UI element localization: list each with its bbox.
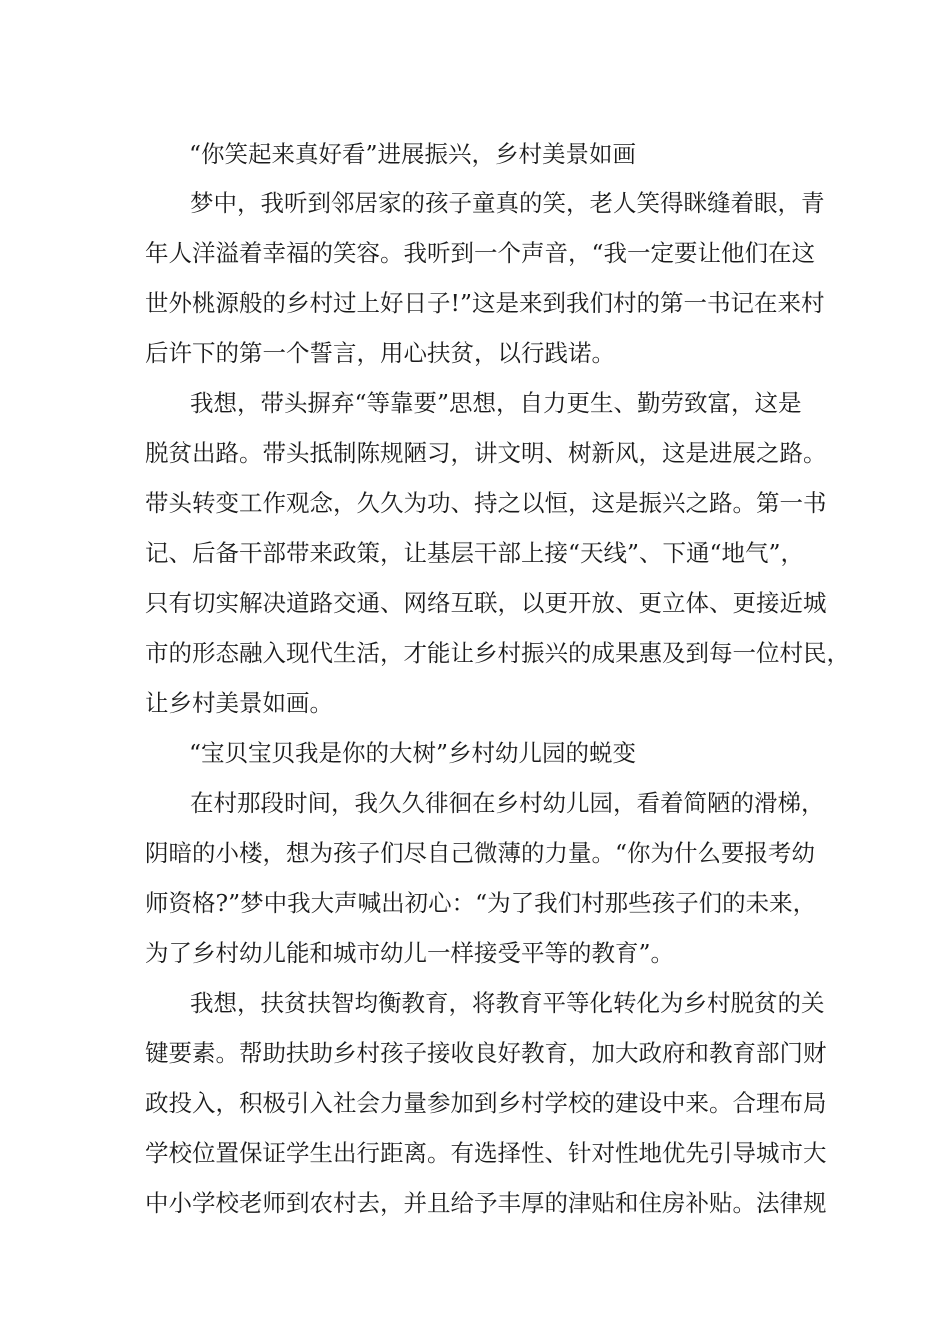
paragraph-line: 阴暗的小楼，想为孩子们尽自己微薄的力量。“你为什么要报考幼: [145, 839, 816, 867]
section-heading: “你笑起来真好看”进展振兴，乡村美景如画: [189, 140, 637, 168]
paragraph-line: 世外桃源般的乡村过上好日子!”这是来到我们村的第一书记在来村: [145, 289, 825, 317]
section-heading: “宝贝宝贝我是你的大树”乡村幼儿园的蜕变: [189, 739, 637, 767]
paragraph-line: 市的形态融入现代生活，才能让乡村振兴的成果惠及到每一位村民，: [145, 639, 850, 667]
paragraph-line: 学校位置保证学生出行距离。有选择性、针对性地优先引导城市大: [145, 1139, 827, 1167]
paragraph-line: 只有切实解决道路交通、网络互联，以更开放、更立体、更接近城: [145, 589, 827, 617]
paragraph-line: 政投入，积极引入社会力量参加到乡村学校的建设中来。合理布局: [145, 1089, 827, 1117]
paragraph-line: 中小学校老师到农村去，并且给予丰厚的津贴和住房补贴。法律规: [145, 1189, 827, 1217]
paragraph-line: 师资格?”梦中我大声喊出初心：“为了我们村那些孩子们的未来，: [145, 889, 817, 917]
paragraph-line: 梦中，我听到邻居家的孩子童真的笑，老人笑得眯缝着眼，青: [190, 189, 825, 217]
paragraph-line: 在村那段时间，我久久徘徊在乡村幼儿园，看着简陋的滑梯，: [190, 789, 825, 817]
paragraph-line: 记、后备干部带来政策，让基层干部上接“天线”、下通“地气”，: [145, 539, 805, 567]
paragraph-line: 为了乡村幼儿能和城市幼儿一样接受平等的教育”。: [145, 939, 675, 967]
paragraph-line: 年人洋溢着幸福的笑容。我听到一个声音，“我一定要让他们在这: [145, 239, 816, 267]
paragraph-line: 让乡村美景如画。: [145, 689, 333, 717]
paragraph-line: 我想，扶贫扶智均衡教育，将教育平等化转化为乡村脱贫的关: [190, 989, 825, 1017]
paragraph-line: 我想，带头摒弃“等靠要”思想，自力更生、勤劳致富，这是: [190, 389, 802, 417]
paragraph-line: 带头转变工作观念，久久为功、持之以恒，这是振兴之路。第一书: [145, 489, 827, 517]
paragraph-line: 键要素。帮助扶助乡村孩子接收良好教育，加大政府和教育部门财: [145, 1039, 827, 1067]
paragraph-line: 脱贫出路。带头抵制陈规陋习，讲文明、树新风，这是进展之路。: [145, 439, 827, 467]
paragraph-line: 后许下的第一个誓言，用心扶贫，以行践诺。: [145, 339, 615, 367]
